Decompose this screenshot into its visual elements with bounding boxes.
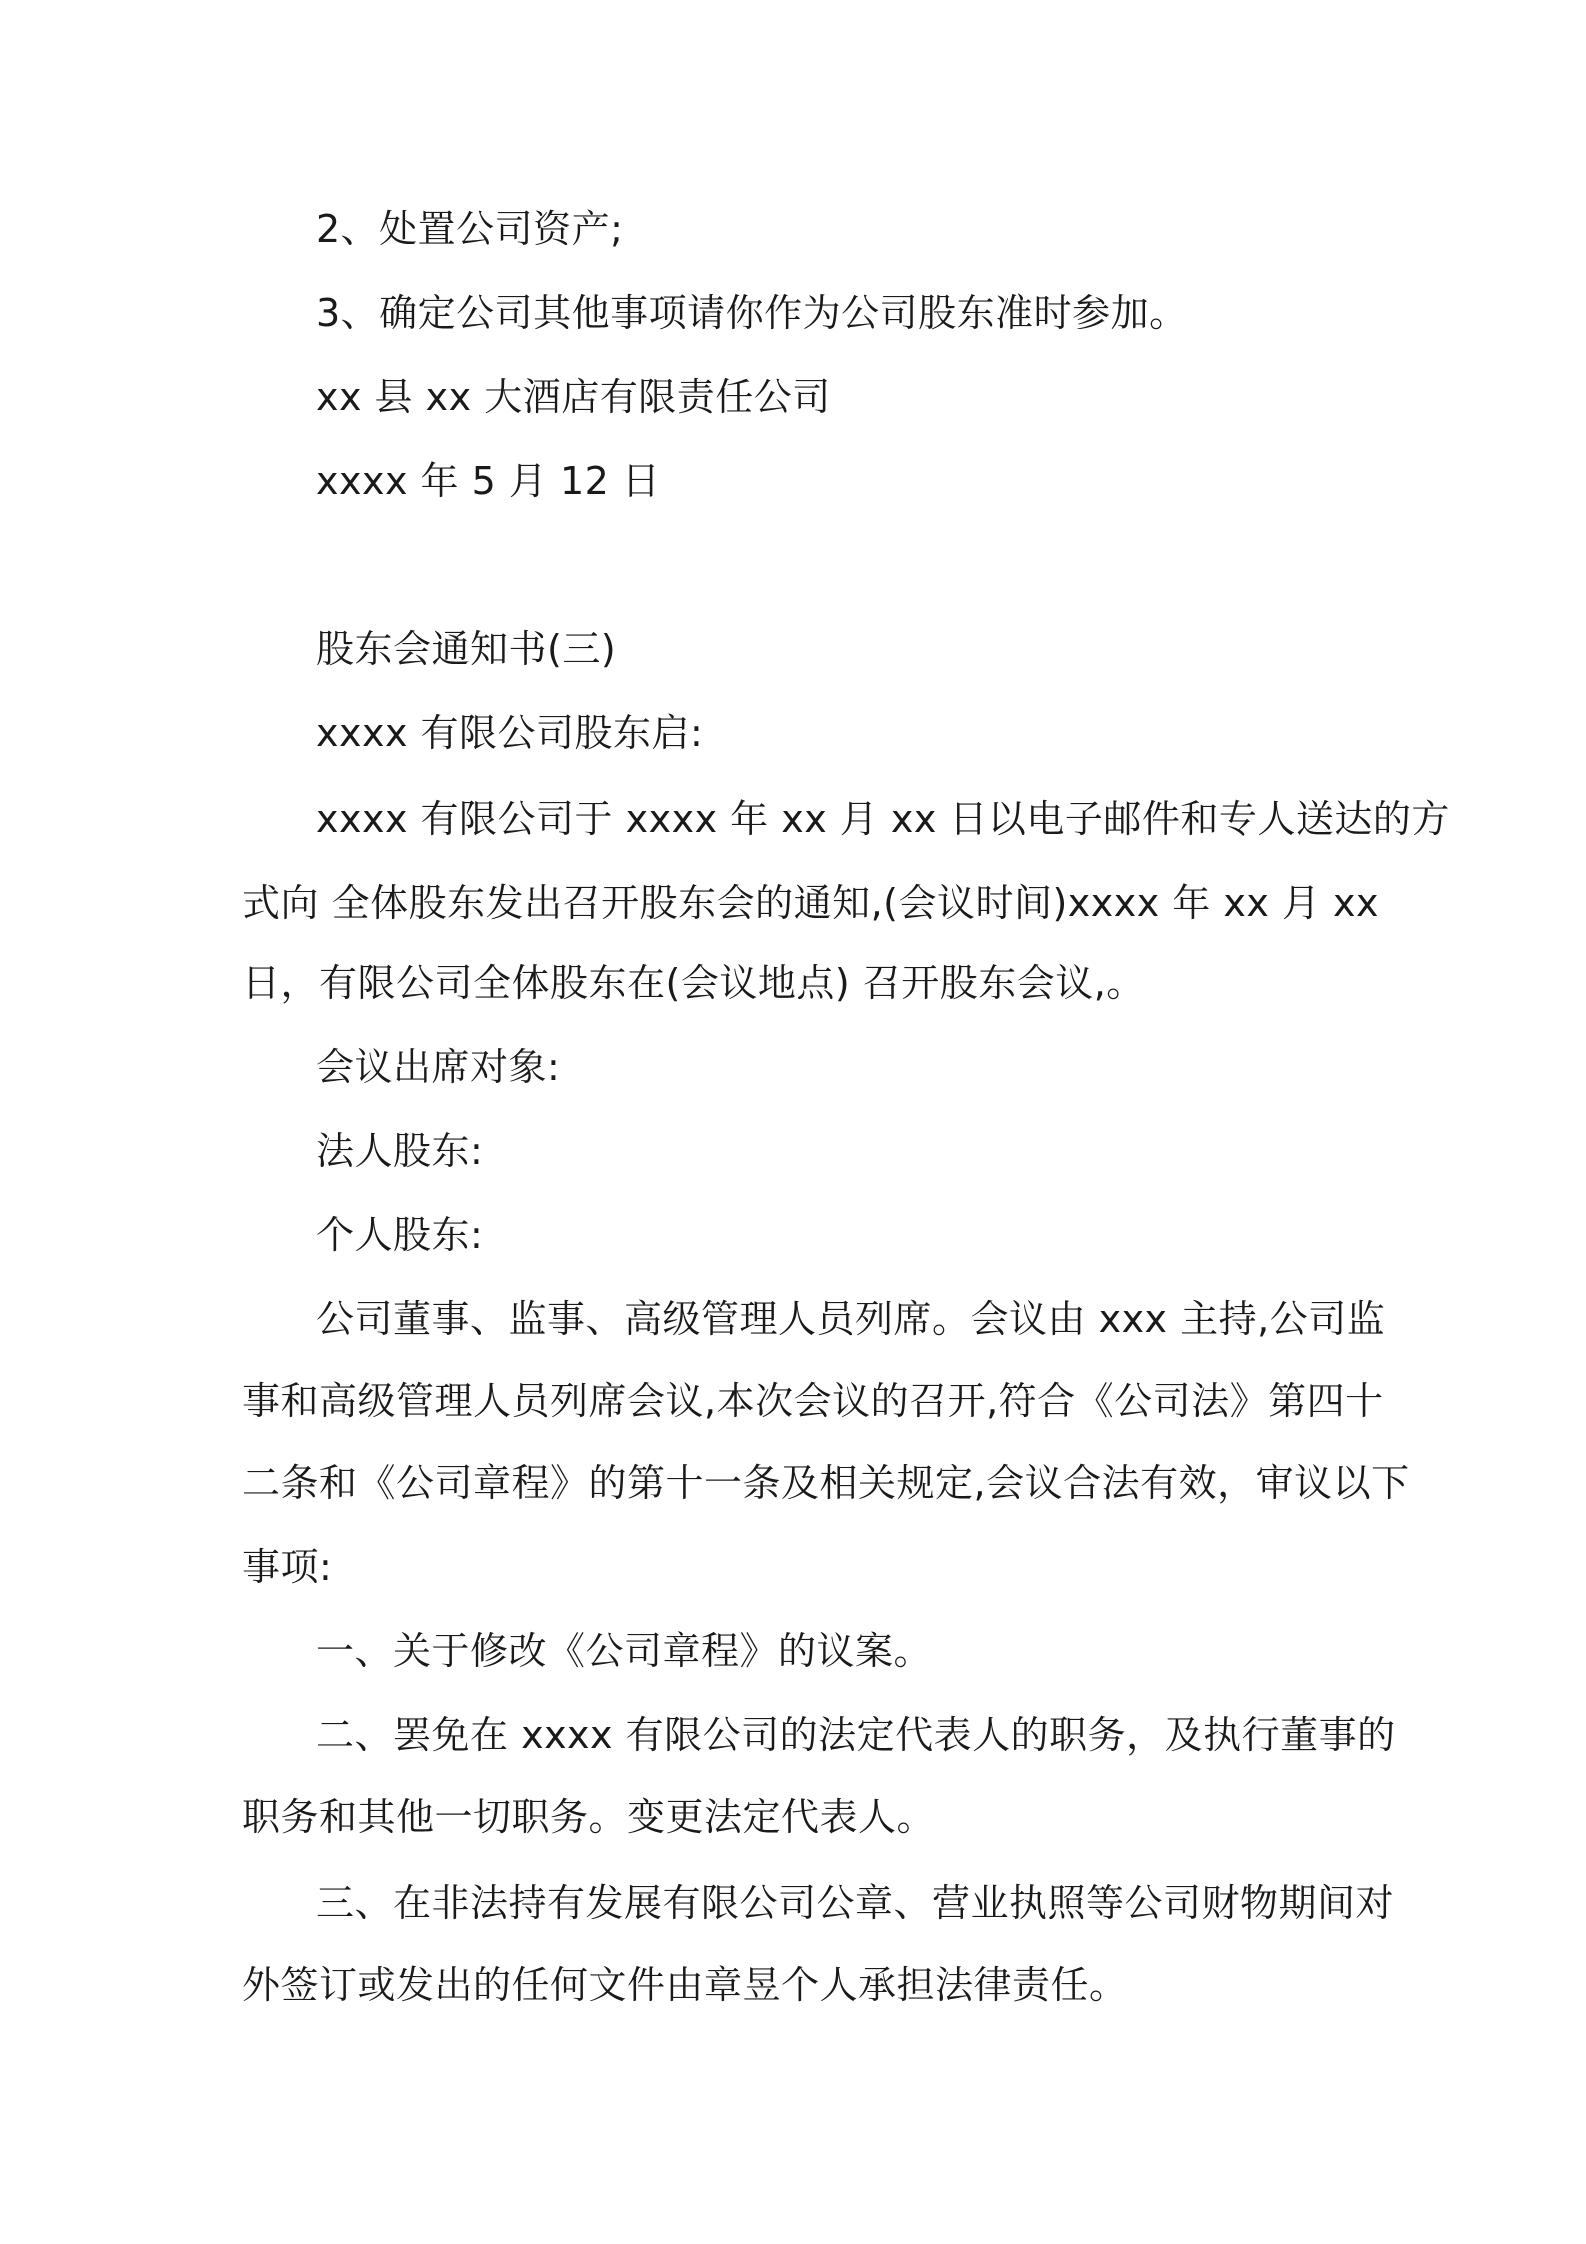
company-signature: xx 县 xx 大酒店有限责任公司 [316, 375, 831, 419]
agenda-item-1: 一、关于修改《公司章程》的议案。 [316, 1629, 933, 1673]
paragraph-1-line-3: 日，有限公司全体股东在(会议地点) 召开股东会议,。 [242, 961, 1145, 1005]
signature-date: xxxx 年 5 月 12 日 [316, 459, 661, 503]
agenda-item-2-line-1: 二、罢免在 xxxx 有限公司的法定代表人的职务，及执行董事的 [316, 1713, 1396, 1757]
paragraph-2-line-1: 公司董事、监事、高级管理人员列席。会议由 xxx 主持,公司监 [316, 1297, 1386, 1341]
agenda-item-2-line-2: 职务和其他一切职务。变更法定代表人。 [242, 1795, 936, 1839]
item-2: 2、处置公司资产; [316, 207, 624, 251]
paragraph-1-line-1: xxxx 有限公司于 xxxx 年 xx 月 xx 日以电子邮件和专人送达的方 [316, 797, 1450, 841]
individual-shareholders-label: 个人股东: [316, 1213, 484, 1257]
paragraph-1-line-2: 式向 全体股东发出召开股东会的通知,(会议时间)xxxx 年 xx 月 xx [242, 881, 1380, 925]
notice-title: 股东会通知书(三) [316, 627, 617, 671]
item-3: 3、确定公司其他事项请你作为公司股东准时参加。 [316, 291, 1188, 335]
agenda-item-3-line-2: 外签订或发出的任何文件由章昱个人承担法律责任。 [242, 1963, 1128, 2007]
paragraph-2-line-4: 事项: [242, 1545, 333, 1589]
agenda-item-3-line-1: 三、在非法持有发展有限公司公章、营业执照等公司财物期间对 [316, 1881, 1395, 1925]
legal-shareholders-label: 法人股东: [316, 1129, 484, 1173]
attendees-label: 会议出席对象: [316, 1045, 561, 1089]
paragraph-2-line-3: 二条和《公司章程》的第十一条及相关规定,会议合法有效，审议以下 [242, 1461, 1410, 1505]
salutation: xxxx 有限公司股东启: [316, 711, 704, 755]
paragraph-2-line-2: 事和高级管理人员列席会议,本次会议的召开,符合《公司法》第四十 [242, 1379, 1384, 1423]
